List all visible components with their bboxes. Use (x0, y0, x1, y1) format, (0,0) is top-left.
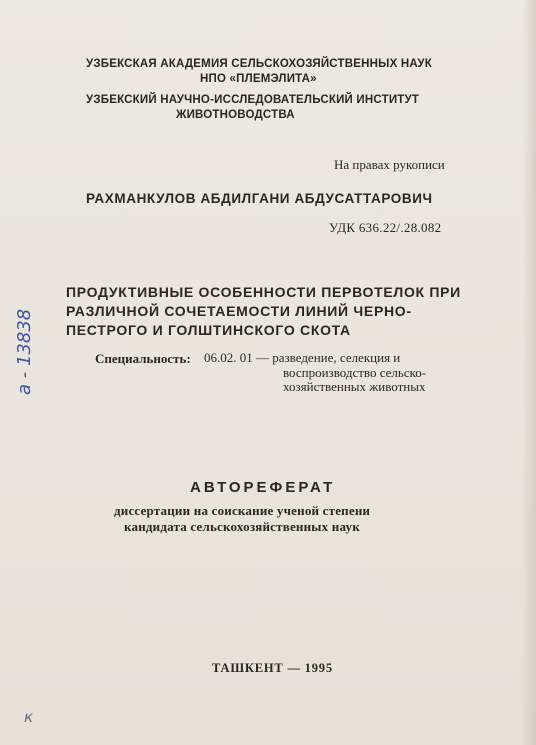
institute-name-line1: УЗБЕКСКИЙ НАУЧНО-ИССЛЕДОВАТЕЛЬСКИЙ ИНСТИТУТ (86, 94, 420, 106)
specialty-label: Специальность: (95, 351, 191, 366)
city-year: ТАШКЕНТ — 1995 (212, 661, 333, 675)
page-edge-shadow (522, 0, 536, 745)
title-line1: ПРОДУКТИВНЫЕ ОСОБЕННОСТИ ПЕРВОТЕЛОК ПРИ (66, 284, 461, 300)
institute-name-line2: ЖИВОТНОВОДСТВА (176, 109, 295, 121)
academy-name: УЗБЕКСКАЯ АКАДЕМИЯ СЕЛЬСКОХОЗЯЙСТВЕННЫХ НАУК (86, 58, 432, 70)
dissertation-line1: диссертации на соискание ученой степени (114, 503, 371, 518)
handwritten-inventory-number: а - 13838 (14, 308, 35, 395)
npo-name: НПО «ПЛЕМЭЛИТА» (200, 73, 317, 85)
abstract-heading: АВТОРЕФЕРАТ (190, 479, 336, 496)
specialty-line3: хозяйственных животных (283, 379, 426, 394)
udc-code: УДК 636.22/.28.082 (329, 220, 442, 235)
title-line2: РАЗЛИЧНОЙ СОЧЕТАЕМОСТИ ЛИНИЙ ЧЕРНО- (66, 303, 412, 319)
manuscript-rights: На правах рукописи (334, 157, 445, 172)
specialty-line2: воспроизводство сельско- (283, 365, 427, 380)
dissertation-line2: кандидата сельскохозяйственных наук (124, 519, 360, 534)
author-name: РАХМАНКУЛОВ АБДИЛГАНИ АБДУСАТТАРОВИЧ (86, 191, 433, 206)
specialty-line1: 06.02. 01 — разведение, селекция и (204, 350, 401, 365)
handwritten-corner-mark: к (24, 708, 34, 726)
title-line3: ПЕСТРОГО И ГОЛШТИНСКОГО СКОТА (66, 322, 351, 338)
